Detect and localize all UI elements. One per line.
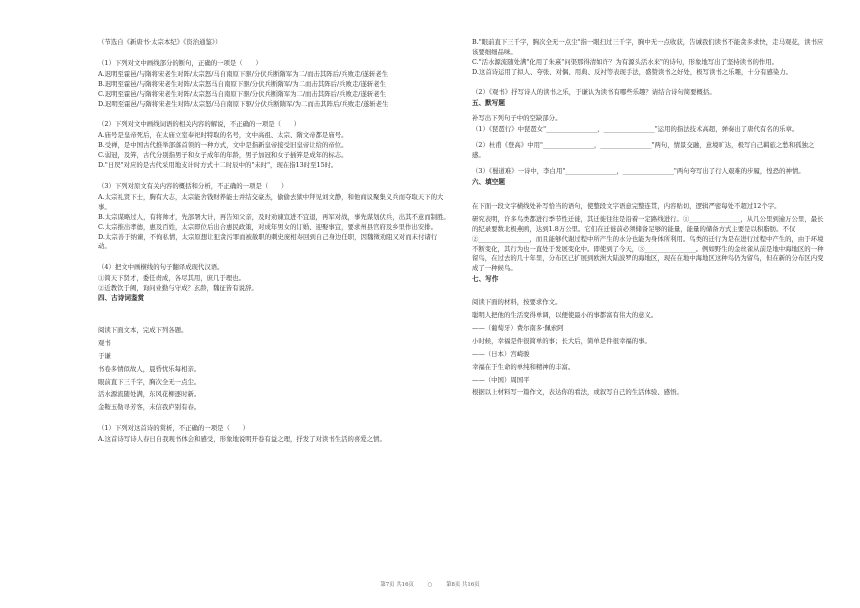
text-line: A.庙号是皇帝死后，在太庙立室奉祀时特取的名号，文中高祖、太宗、隋文帝都是庙号。 (98, 131, 348, 140)
text-line: ——（中国）周国平 (472, 375, 530, 384)
text-line: 补写出下列句子中的空缺部分。 (472, 114, 562, 123)
text-line: 聪明人把他的生活变得单调，以便使最小的事都富有伟大的意义。 (472, 311, 658, 320)
text-line: B.迟明至霍邑/与隋将宋老生对阵/太宗怒马自南原下驱/分伏兵断隋军/为二而击其阵后/兵败走/遂斩老生 (98, 79, 387, 88)
section-heading: 六、填空题 (472, 177, 505, 186)
text-line: （4）把文中画横线的句子翻译成现代汉语。 (98, 263, 224, 272)
text-line: （2）杜甫《登高》中用"________________，________________"两句，情景交融，意境旷达，极写自己羁旅之愁和孤独之感。 (472, 141, 815, 160)
text-line: ——（日本）宫崎骏 (472, 349, 530, 358)
text-line: A.这首诗写诗人春日自我观书体会和感受，形象地说明开卷有益之理，抒发了对读书生活的喜爱之情。 (98, 435, 386, 444)
text-line: 研究表明，许多鸟类都进行季节性迁徙，其迁徙往往是沿着一定路线进行。①________________，从几公里到逾万公里，最长的纪录要数北极燕鸥，达到1.8万公里。它们在迁徙前必须储备足够的能量，能量的储备方式主要是以积脂肪。不仅②________________，而且能够代谢过程中所产生的水分也能为身体所利用。鸟类的迁行为是在进行过程中产生的，由于环境不断变化，其行为也一直处于发展变化中。即使到了今天，③________________。例如野生的金丝雀从前是地中海地区的一种留鸟，在过去的几十年里，分布区已扩展到欧洲大陆波罗的海地区，现在在地中海地区这种鸟仍为留鸟，但在新的分布区内变成了一种候鸟。 (472, 214, 824, 273)
text-line: 在下面一段文字横线处补写恰当的语句，使整段文字语意完整连贯，内容贴切，逻辑严密每处不超过12个字。 (472, 201, 781, 210)
text-line: （1）下列对文中画线部分的断句，正确的一项是（ ） (98, 58, 262, 67)
text-line: 眼前直下三千字，胸次全无一点尘。 (98, 377, 201, 386)
right-column (472, 38, 824, 398)
text-line: （1）下列对这首诗的赏析，不正确的一项是（ ） (98, 424, 250, 433)
text-line: C.弱冠，及笄，古代分别指男子和女子成年的年龄，男子加冠和女子插笄是成年的标志。 (98, 151, 348, 160)
text-line: A.迟明至霍邑/与隋将宋老生对阵/太宗怒/马自南原下驱/分伏兵断隋军为二/而击其阵后/兵败走/遂斩老生 (98, 69, 389, 78)
text-line: （2）下列对文中画线词语的相关内容的解说，不正确的一项是（ ） (98, 120, 301, 129)
text-line: ②近教饮于阙，询问业勤与守成？玄龄，魏征皆有说辞。 (98, 284, 258, 293)
text-line: D.这首诗运用了拟人、夸张、对偶、用典、反衬等表现手法，盛赞读书之好处，极写读书之乐趣，十分有感染力。 (472, 67, 793, 76)
page-number-right: 第8页 共16页 (446, 582, 480, 588)
text-line: （节选自《新唐书·太宗本纪》《资治通鉴》） (98, 38, 222, 46)
text-line: B."眼前直下三千字，胸次全无一点尘"指一眼扫过三千字，胸中无一点收获，告诫我们读书不能贪多求快，走马观花，读书应该要细细品味。 (472, 38, 824, 56)
text-line: （1）《琵琶行》中琵琶女"________________，________________"运用的指法技术高超，弹奏出了唐代有名的乐章。 (472, 125, 799, 134)
text-line: B.太宗谋略过人，有将帅才，先部署大计，再告知父亲，及时劝谏宣进不宜退，再军对战，事先谋划伏兵，出其不意而制胜。 (98, 212, 450, 221)
text-line: D.太宗善于纳谏，不徇私情，太宗原想让犯贪污罪而被赦职的刺史庞相寿回到自己身边任职，因魏徵劝阻又对而未付诸行动。 (98, 232, 438, 251)
text-line: D."日昃"对应的是古代采用地支计时方式十二时辰中的"未时"，现在指13时至15时。 (98, 161, 338, 170)
text-line: C."活水源流随处满"化用了朱熹"问渠那得清如许？为有源头活水来"的诗句，形象地写出了坚持读书的作用。 (472, 57, 779, 66)
section-heading: 五、默写题 (472, 98, 505, 107)
text-line: 书卷多情似故人，晨昏忧乐每相亲。 (98, 364, 201, 373)
section-heading: 七、写作 (472, 275, 499, 284)
page-number-left: 第7页 共16页 (380, 582, 414, 588)
text-line: D.迟明至霍邑/与隋将宋老生对阵/太宗怒/马自南原下驱/分伏兵断隋军/为二而击其阵后/兵败走/遂斩老生 (98, 99, 389, 108)
text-line: （3）《蜀道难》一诗中，李白用"________________，________________"两句夸写出了行人艰难的步履，惶恐的神情。 (472, 167, 805, 176)
binding-hole-icon: ○ (427, 582, 433, 588)
text-line: 阅读下面文本，完成下列各题。 (98, 325, 188, 334)
text-line: ——（葡萄牙）费尔南多·佩索阿 (472, 323, 564, 332)
text-line: 阅读下面的材料，按要求作文。 (472, 298, 562, 307)
text-line: C.太宗推出孝德，惠及百姓，太宗即位后出合惠民政策，对成年男女的订婚、迎娶事宜，要求州县官府及乡里作出安排。 (98, 222, 438, 231)
text-line: 小时候，幸福是件很简单的事；长大后，简单是件很幸福的事。 (472, 336, 651, 345)
text-line: A.太宗礼贤下士，胸有大志，太宗能舍钱财养能士并结交豪杰，偷偷去狱中拜见刘文静，和他商议聚集义兵而夺取天下的大事。 (98, 192, 444, 211)
text-line: 于谦 (98, 351, 111, 360)
text-line: 观书 (98, 338, 111, 347)
text-line: （3）下列对原文有关内容的概括和分析，不正确的一项是（ ） (98, 181, 288, 190)
text-line: 活水源流随处满，东风花柳逐时新。 (98, 390, 201, 399)
text-line: 根据以上材料写一篇作文，表达你的看法，或叙写自己的生活体验、感悟。 (472, 388, 683, 397)
left-column (98, 38, 450, 445)
text-line: C.迟明至霍邑/与隋将宋老生对阵/太宗怒马自南原下驱/分伏兵断隋军为二/而击其阵后/兵败走/遂斩老生 (98, 89, 387, 98)
text-line: （2）《观书》抒写诗人的读书之乐，于谦认为读书有哪些乐趣？请结合诗句简要概括。 (472, 87, 716, 96)
section-heading: 四、古诗词鉴赏 (98, 294, 145, 303)
text-line: 幸福在于生命的单纯和精神的丰富。 (472, 362, 575, 371)
text-line: 金鞍玉勒寻芳客，未信我庐别有春。 (98, 403, 201, 412)
page-footer (0, 580, 860, 588)
text-line: B.受禅，是中国古代推举部落首领的一种方式，文中是指新皇帝接受旧皇帝让给的帝位。 (98, 141, 348, 150)
text-line: ①简天下贤才，委任责成，各尽其用，庶几于理也。 (98, 274, 245, 283)
